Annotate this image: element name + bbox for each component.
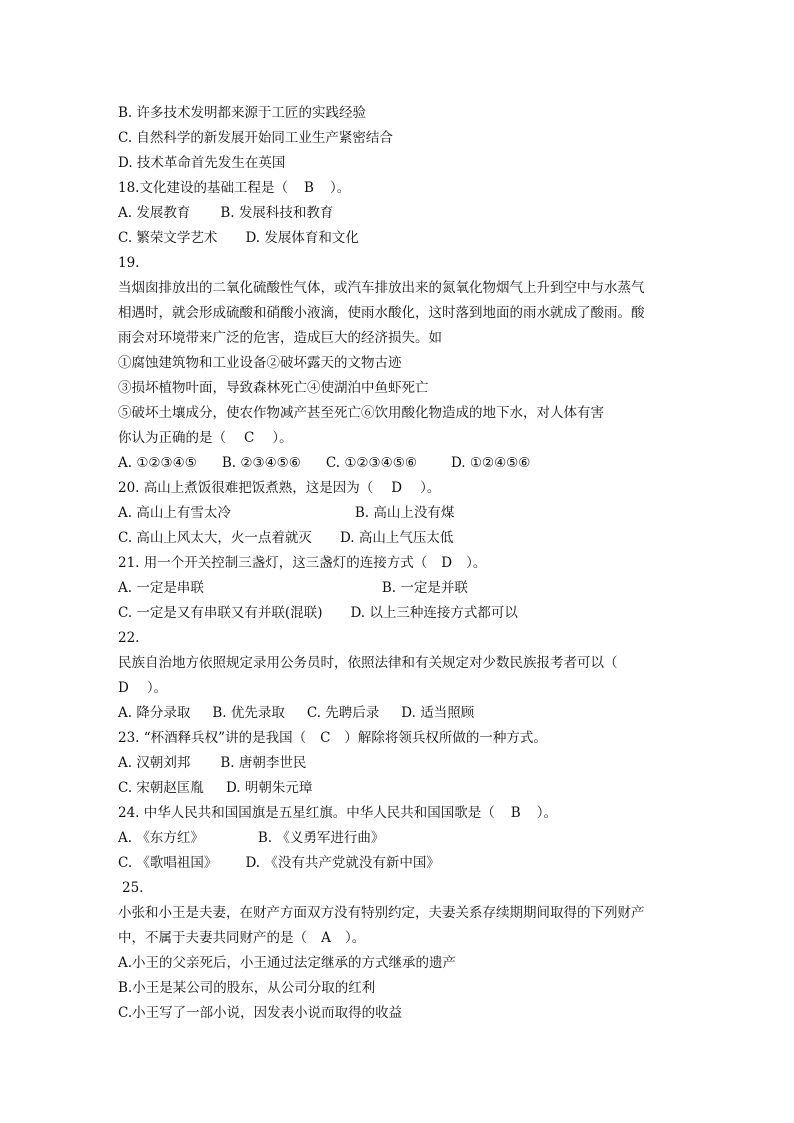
q18-option-b: B. 发展科技和教育	[220, 205, 334, 221]
q18-option-c: C. 繁荣文学艺术	[118, 230, 218, 246]
q24-option-b: B. 《义勇军进行曲》	[257, 830, 385, 846]
q20-option-c: C. 高山上风太大，火一点着就灭	[118, 530, 312, 546]
q20-option-b: B. 高山上没有煤	[354, 505, 455, 521]
q22-options	[118, 704, 474, 722]
q25-answer: A	[321, 930, 331, 946]
q21-answer: D	[441, 555, 453, 571]
q25-paragraph-line: 小张和小王是夫妻，在财产方面双方没有特别约定，夫妻关系存续期期间取得的下列财产	[118, 905, 645, 921]
q20-options-row2	[118, 529, 453, 547]
q17-option-b: B. 许多技术发明都来源于工匠的实践经验	[118, 105, 367, 121]
q19-paragraph-line: ⑤破坏土壤成分，使农作物减产甚至死亡⑥饮用酸化物造成的地下水，对人体有害	[118, 405, 604, 421]
q20-option-d: D. 高山上气压太低	[339, 530, 454, 546]
q24-stem-text: 24. 中华人民共和国国旗是五星红旗。中华人民共和国国歌是（	[118, 805, 495, 821]
q18-stem-text: 18.文化建设的基础工程是（	[118, 180, 288, 196]
q18-option-d: D. 发展体育和文化	[245, 230, 359, 246]
q19-options	[118, 454, 530, 472]
q21-stem	[118, 554, 486, 572]
q24-stem	[118, 804, 557, 822]
q25-option-b: B.小王是某公司的股东，从公司分取的红利	[118, 980, 376, 996]
q24-options-row2	[118, 854, 440, 872]
q21-stem-text: 21. 用一个开关控制三盏灯，这三盏灯的连接方式（	[118, 555, 428, 571]
q22-option-c: C. 先聘后录	[306, 705, 380, 721]
q21-options-row2	[118, 604, 518, 622]
q22-option-b: B. 优先录取	[212, 705, 285, 721]
q22-option-a: A. 降分录取	[118, 705, 191, 721]
q18-options-row2	[118, 229, 359, 247]
q20-stem	[118, 479, 440, 497]
q19-stem	[118, 429, 293, 447]
q19-paragraph-line: 相遇时，就会形成硫酸和硝酸小液滴，使雨水酸化，这时落到地面的雨水就成了酸雨。酸	[118, 305, 645, 321]
q25-stem-text: 中，不属于夫妻共同财产的是（	[118, 930, 307, 946]
q19-option-c: C. ①②③④⑤⑥	[325, 455, 417, 471]
q22-stem-end: ）。	[146, 680, 168, 696]
q17-option-c: C. 自然科学的新发展开始同工业生产紧密结合	[118, 130, 393, 146]
q22-paragraph-line: 民族自治地方依照规定录用公务员时，依照法律和有关规定对少数民族报考者可以（	[118, 655, 618, 671]
q24-options-row1	[118, 829, 384, 847]
q20-option-a: A. 高山上有雪太冷	[118, 505, 231, 521]
q19-paragraph-line: ③损坏植物叶面，导致森林死亡④使湖泊中鱼虾死亡	[118, 380, 429, 396]
q23-stem-text: 23. “杯酒释兵权”讲的是我国（	[118, 730, 307, 746]
q19-stem-end: ）。	[272, 430, 293, 446]
q20-stem-text: 20. 高山上煮饭很难把饭煮熟，这是因为（	[118, 480, 374, 496]
q19-option-d: D. ①②④⑤⑥	[450, 455, 531, 471]
q18-options-row1	[118, 204, 333, 222]
q18-stem	[118, 179, 350, 197]
q22-stem	[118, 679, 167, 697]
q19-option-a: A. ①②③④⑤	[118, 455, 197, 471]
q23-options-row1	[118, 754, 306, 772]
q21-option-d: D. 以上三种连接方式都可以	[350, 605, 518, 621]
q21-options-row1	[118, 579, 468, 597]
q25-option-c: C.小王写了一部小说，因发表小说而取得的收益	[118, 1005, 403, 1021]
q23-stem	[118, 729, 547, 747]
q17-option-d: D. 技术革命首先发生在英国	[118, 155, 286, 171]
q19-number: 19.	[118, 255, 140, 271]
q23-option-b: B. 唐朝李世民	[220, 755, 307, 771]
q20-answer: D	[391, 480, 403, 496]
q24-option-a: A. 《东方红》	[118, 830, 204, 846]
q23-stem-end: ）解除将领兵权所做的一种方式。	[344, 730, 547, 746]
q18-option-a: A. 发展教育	[118, 205, 191, 221]
q21-option-c: C. 一定是又有串联又有并联(混联)	[118, 605, 323, 621]
q21-option-a: A. 一定是串联	[118, 580, 204, 596]
q20-options-row1	[118, 504, 454, 522]
q22-number: 22.	[118, 630, 140, 646]
q18-answer: B	[304, 180, 314, 196]
q24-stem-end: ）。	[536, 805, 558, 821]
q23-option-a: A. 汉朝刘邦	[118, 755, 191, 771]
q24-option-c: C. 《歌唱祖国》	[118, 855, 218, 871]
q25-option-a: A.小王的父亲死后，小王通过法定继承的方式继承的遗产	[118, 955, 457, 971]
q19-option-b: B. ②③④⑤⑥	[221, 455, 301, 471]
q25-number: 25.	[122, 880, 144, 896]
q23-options-row2	[118, 779, 312, 797]
q23-option-d: D. 明朝朱元璋	[225, 780, 313, 796]
q23-answer: C	[320, 730, 331, 746]
q20-stem-end: ）。	[420, 480, 441, 496]
q21-stem-end: ）。	[466, 555, 487, 571]
q24-answer: B	[510, 805, 521, 821]
q19-answer: C	[244, 430, 255, 446]
q22-option-d: D. 适当照顾	[401, 705, 475, 721]
q19-paragraph-line: 雨会对环境带来广泛的危害，造成巨大的经济损失。如	[118, 330, 442, 346]
q18-stem-end: ）。	[329, 180, 351, 196]
q24-option-d: D. 《没有共产党就没有新中国》	[245, 855, 440, 871]
q22-answer: D	[118, 680, 129, 696]
q19-paragraph-line: ①腐蚀建筑物和工业设备②破坏露天的文物古迹	[118, 355, 402, 371]
q25-stem	[118, 929, 365, 947]
q19-paragraph-line: 当烟囱排放出的二氧化硫酸性气体，或汽车排放出来的氮氧化物烟气上升到空中与水蒸气	[118, 280, 645, 296]
q19-stem-text: 你认为正确的是（	[118, 430, 226, 446]
q23-option-c: C. 宋朝赵匡胤	[118, 780, 204, 796]
q21-option-b: B. 一定是并联	[381, 580, 468, 596]
q25-stem-end: ）。	[345, 930, 366, 946]
